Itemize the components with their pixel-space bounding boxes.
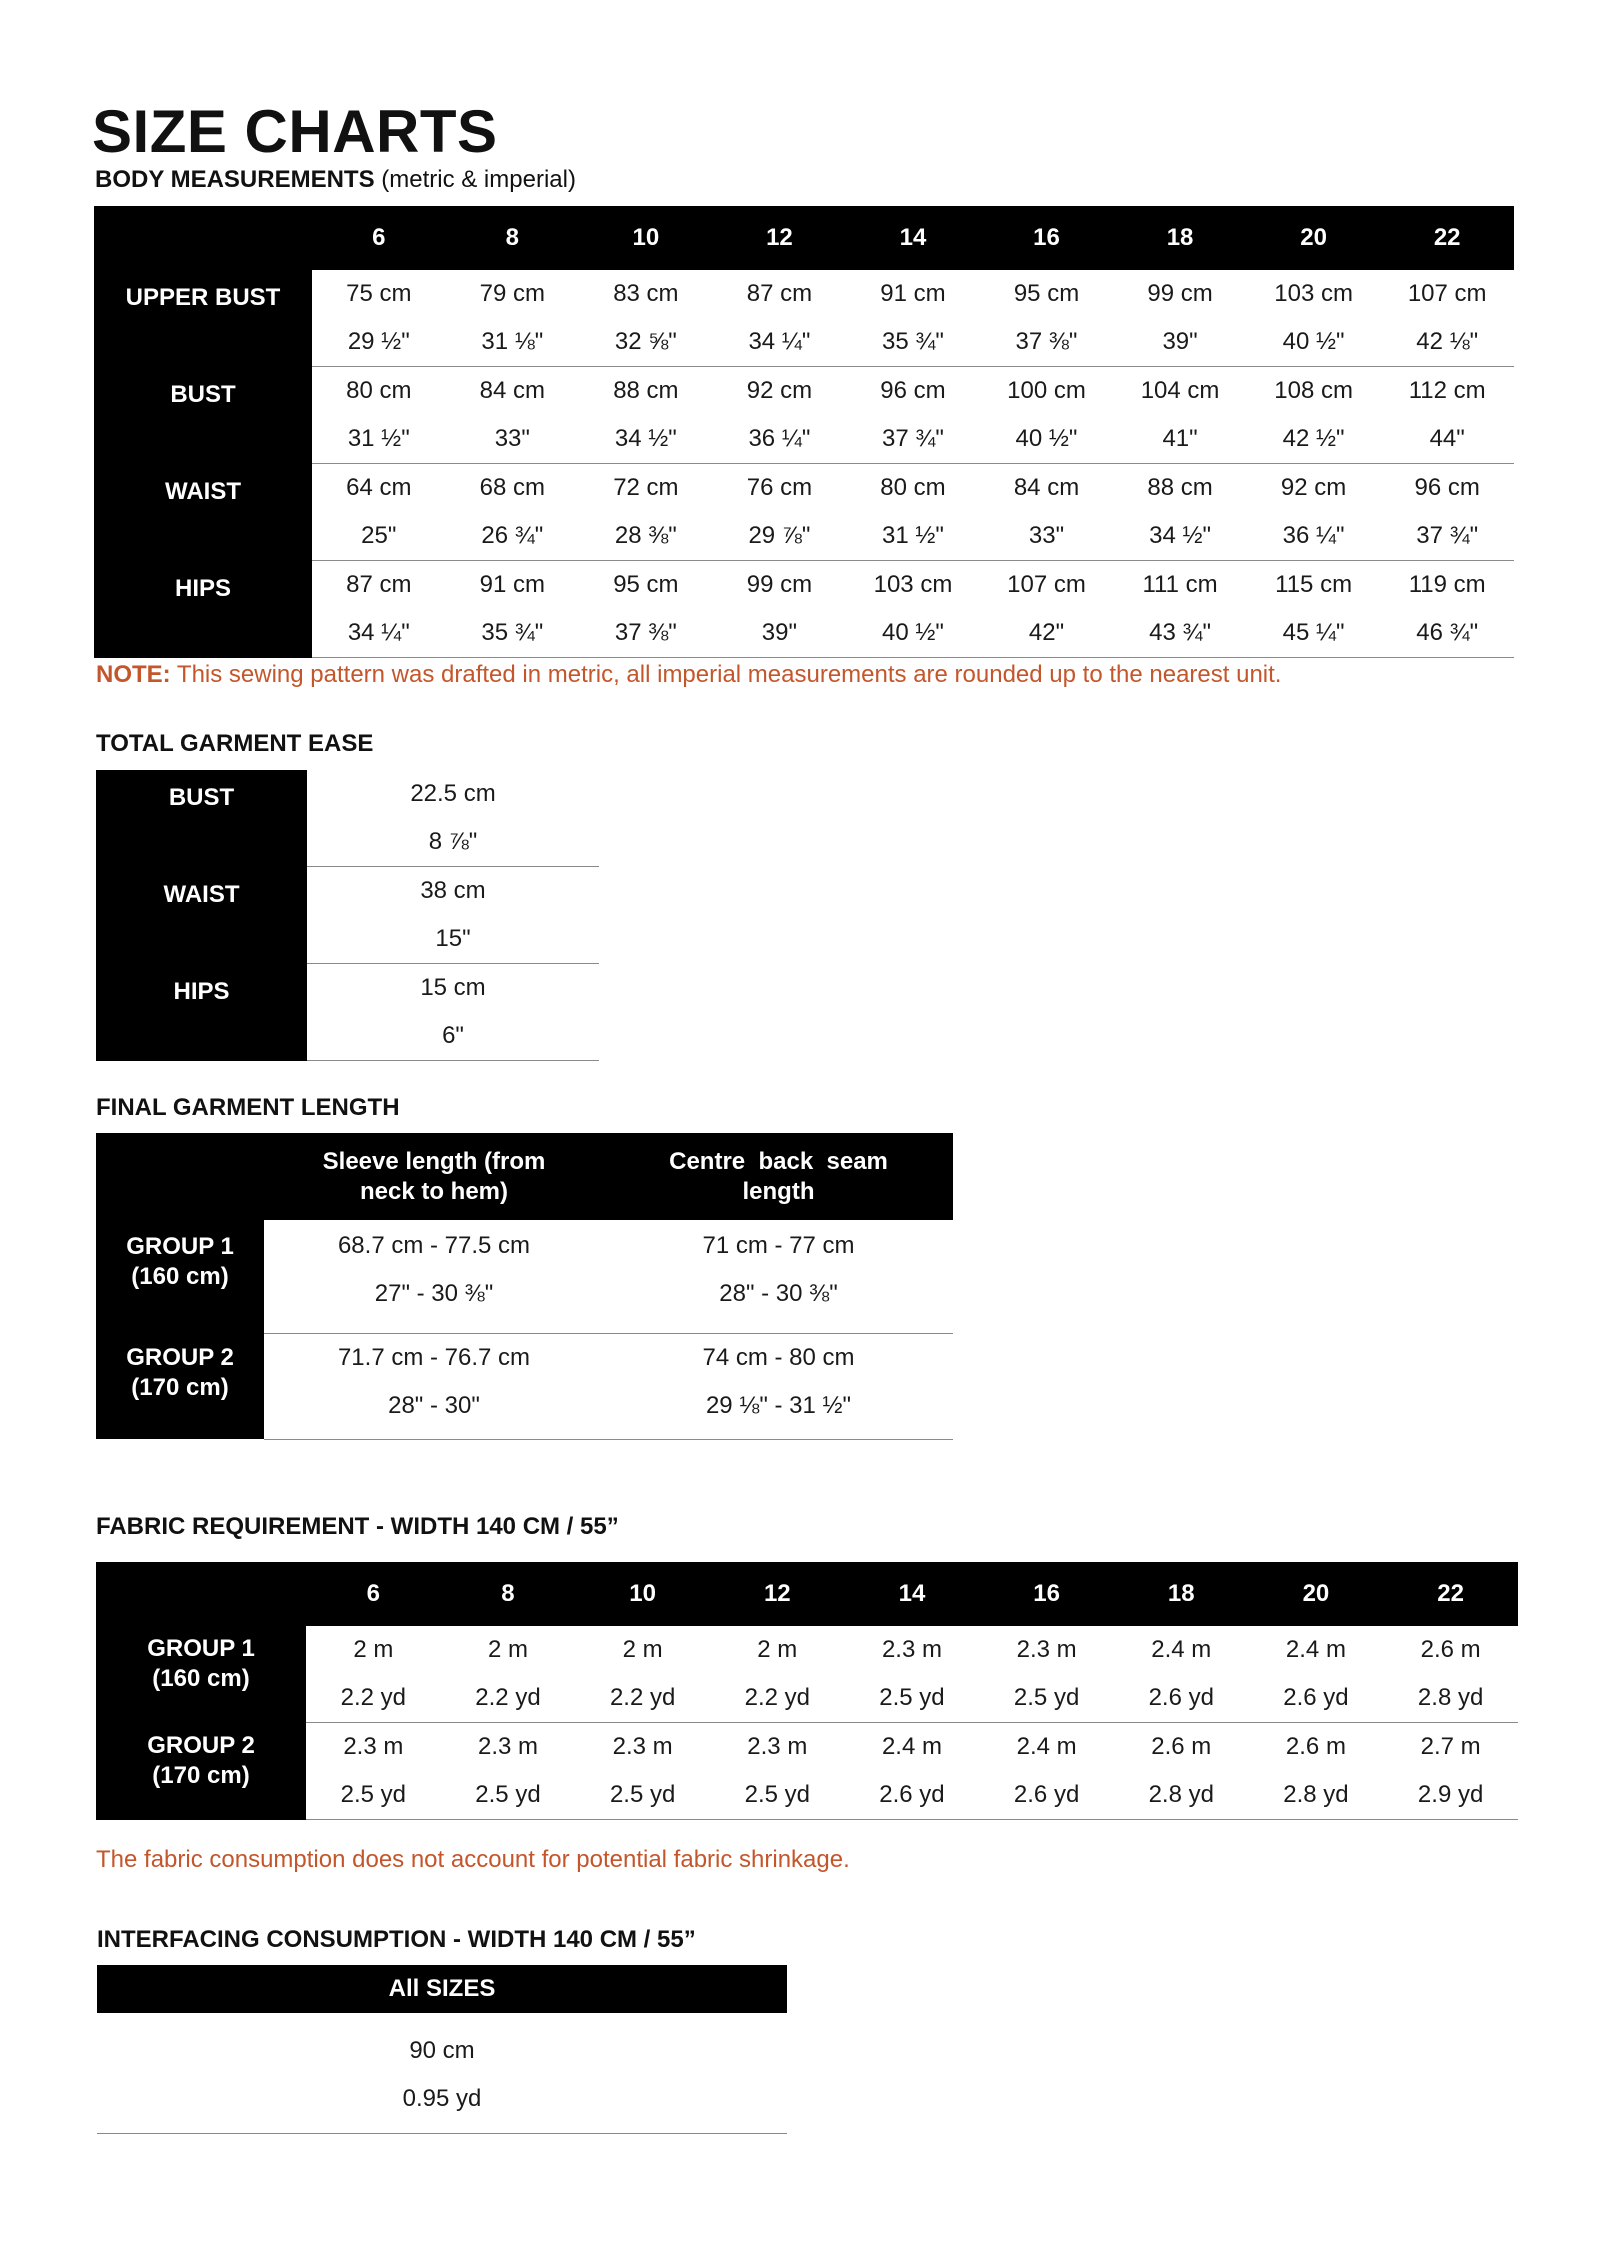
fabric-size-header: 16	[979, 1562, 1114, 1626]
imperial-value: 31 ⅛"	[481, 328, 544, 355]
fabric-cell	[1383, 1723, 1518, 1820]
imperial-value: 26 ¾"	[481, 522, 544, 549]
measurement-cell	[713, 270, 847, 367]
metric-value: 88 cm	[1147, 474, 1213, 501]
metric-value: 76 cm	[746, 474, 813, 501]
fabric-imperial: 2.6 yd	[1283, 1684, 1349, 1711]
fabric-metric: 2.3 m	[612, 1733, 673, 1760]
measurement-cell	[1380, 367, 1514, 464]
measurement-cell	[980, 367, 1114, 464]
length-imperial: 28" - 30 ⅜"	[719, 1280, 838, 1307]
measurement-cell	[579, 367, 713, 464]
back-seam-header-line1: Centre back seam	[669, 1147, 888, 1175]
metric-value: 84 cm	[1013, 474, 1080, 501]
imperial-value: 43 ¾"	[1149, 619, 1211, 646]
metric-value: 91 cm	[479, 571, 545, 598]
imperial-value: 34 ½"	[614, 425, 677, 452]
length-imperial: 28" - 30"	[388, 1391, 480, 1419]
group-height: (170 cm)	[152, 1761, 250, 1789]
ease-imperial: 8 ⅞"	[428, 828, 478, 855]
imperial-value: 46 ¾"	[1416, 619, 1479, 646]
measurement-cell	[312, 367, 446, 464]
fabric-metric: 2.4 m	[1016, 1733, 1077, 1760]
metric-value: 64 cm	[346, 474, 412, 501]
length-metric: 71.7 cm - 76.7 cm	[337, 1343, 531, 1371]
body-measurements-title: BODY MEASUREMENTS	[95, 166, 375, 193]
metric-value: 75 cm	[346, 280, 412, 307]
fabric-metric: 2.7 m	[1420, 1733, 1481, 1760]
fabric-metric: 2.3 m	[747, 1733, 808, 1760]
metric-value: 80 cm	[880, 474, 946, 501]
metric-value: 107 cm	[1007, 571, 1086, 598]
size-header: 10	[579, 206, 713, 270]
measurement-cell	[846, 464, 980, 561]
body-measurements-heading	[95, 165, 576, 195]
imperial-value: 37 ⅜"	[1015, 328, 1078, 355]
fabric-imperial: 2.5 yd	[744, 1781, 810, 1808]
imperial-value: 34 ¼"	[748, 328, 811, 355]
fabric-size-header: 10	[575, 1562, 710, 1626]
metric-value: 104 cm	[1140, 377, 1220, 404]
interfacing-header: All SIZES	[97, 1965, 787, 2013]
fabric-imperial: 2.6 yd	[1013, 1781, 1080, 1808]
fabric-metric: 2 m	[353, 1636, 394, 1663]
imperial-value: 42 ⅛"	[1416, 328, 1479, 355]
imperial-value: 37 ¾"	[1416, 522, 1479, 549]
ease-cell	[307, 770, 599, 867]
fabric-cell	[1249, 1723, 1384, 1820]
sleeve-length-header-line2: neck to hem)	[359, 1177, 509, 1205]
back-seam-header	[604, 1133, 953, 1220]
fabric-metric: 2.4 m	[1151, 1636, 1212, 1663]
measurement-cell	[446, 367, 580, 464]
fabric-cell	[710, 1626, 845, 1723]
fabric-imperial: 2.5 yd	[475, 1781, 541, 1808]
fabric-cell	[575, 1723, 710, 1820]
length-metric: 74 cm - 80 cm	[702, 1343, 855, 1371]
group-name: GROUP 1	[147, 1635, 255, 1662]
measurement-cell	[312, 270, 446, 367]
fabric-imperial: 2.2 yd	[744, 1684, 810, 1711]
measurement-cell	[1113, 561, 1247, 658]
fabric-metric: 2.3 m	[881, 1636, 942, 1663]
ease-label: BUST	[96, 770, 307, 867]
measurement-cell	[1380, 561, 1514, 658]
fabric-metric: 2 m	[622, 1636, 663, 1663]
fabric-metric: 2 m	[757, 1636, 798, 1663]
measurement-cell	[713, 367, 847, 464]
group-label	[96, 1626, 306, 1723]
fabric-size-header: 14	[845, 1562, 980, 1626]
measurement-label: WAIST	[94, 464, 312, 561]
imperial-value: 35 ¾"	[481, 619, 544, 646]
ease-cell	[307, 964, 599, 1061]
metric-value: 80 cm	[346, 377, 412, 404]
fabric-cell	[1383, 1626, 1518, 1723]
ease-cell	[307, 867, 599, 964]
interfacing-metric: 90 cm	[409, 2037, 475, 2064]
metric-value: 103 cm	[1274, 280, 1353, 307]
measurement-cell	[1113, 270, 1247, 367]
ease-metric: 38 cm	[420, 877, 486, 904]
metric-value: 99 cm	[1147, 280, 1213, 307]
garment-length-table	[96, 1133, 953, 1440]
fabric-cell	[441, 1626, 576, 1723]
metric-value: 111 cm	[1142, 571, 1218, 598]
imperial-value: 31 ½"	[882, 522, 944, 549]
fabric-size-header: 6	[306, 1562, 441, 1626]
metric-value: 119 cm	[1408, 571, 1486, 598]
fabric-cell	[306, 1723, 441, 1820]
metric-value: 68 cm	[479, 474, 545, 501]
length-cell	[604, 1333, 953, 1439]
sleeve-length-header-line1: Sleeve length (from	[322, 1147, 546, 1175]
size-header: 16	[980, 206, 1114, 270]
interfacing-table	[97, 1965, 787, 2134]
fabric-cell	[845, 1626, 980, 1723]
ease-metric: 22.5 cm	[410, 780, 496, 807]
fabric-cell	[710, 1723, 845, 1820]
fabric-cell	[441, 1723, 576, 1820]
interfacing-imperial: 0.95 yd	[402, 2085, 482, 2112]
imperial-value: 32 ⅝"	[614, 328, 677, 355]
metric-value: 96 cm	[880, 377, 946, 404]
fabric-size-header: 8	[441, 1562, 576, 1626]
fabric-imperial: 2.9 yd	[1417, 1781, 1484, 1808]
fabric-imperial: 2.6 yd	[1148, 1684, 1214, 1711]
metric-value: 108 cm	[1274, 377, 1353, 404]
fabric-requirement-table	[96, 1562, 1518, 1820]
fabric-imperial: 2.6 yd	[879, 1781, 945, 1808]
metric-value: 99 cm	[746, 571, 813, 598]
imperial-value: 36 ¼"	[748, 425, 811, 452]
group-name: GROUP 1	[126, 1233, 234, 1260]
fabric-metric: 2 m	[487, 1636, 528, 1663]
imperial-value: 42 ½"	[1282, 425, 1345, 452]
metric-value: 91 cm	[880, 280, 946, 307]
size-header: 14	[846, 206, 980, 270]
metric-value: 95 cm	[1013, 280, 1080, 307]
fabric-metric: 2.4 m	[881, 1733, 942, 1760]
measurement-cell	[312, 561, 446, 658]
measurement-cell	[1113, 464, 1247, 561]
garment-ease-table	[96, 770, 599, 1061]
imperial-value: 34 ½"	[1149, 522, 1211, 549]
imperial-value: 41"	[1162, 425, 1198, 452]
fabric-metric: 2.6 m	[1151, 1733, 1212, 1760]
fabric-corner-cell	[96, 1562, 306, 1626]
group-height: (160 cm)	[131, 1263, 229, 1290]
body-measurements-subtitle: (metric & imperial)	[381, 166, 576, 193]
fabric-imperial: 2.5 yd	[1013, 1684, 1080, 1711]
garment-ease-heading: TOTAL GARMENT EASE	[96, 730, 374, 757]
fabric-size-header: 20	[1249, 1562, 1384, 1626]
length-imperial: 27" - 30 ⅜"	[374, 1280, 494, 1307]
metric-value: 95 cm	[613, 571, 679, 598]
fabric-imperial: 2.8 yd	[1417, 1684, 1484, 1711]
metric-value: 87 cm	[746, 280, 813, 307]
imperial-value: 33"	[494, 425, 530, 452]
measurement-cell	[980, 464, 1114, 561]
body-measurements-table	[94, 206, 1514, 658]
length-metric: 71 cm - 77 cm	[702, 1232, 855, 1259]
note-text: This sewing pattern was drafted in metric, all imperial measurements are rounded up to the nearest unit.	[170, 661, 1282, 688]
measurement-cell	[579, 270, 713, 367]
imperial-value: 44"	[1429, 425, 1465, 452]
measurement-cell	[1380, 270, 1514, 367]
interfacing-value-cell	[97, 2013, 787, 2134]
sleeve-length-header	[264, 1133, 604, 1220]
measurement-cell	[846, 367, 980, 464]
measurement-label: HIPS	[94, 561, 312, 658]
imperial-value: 40 ½"	[1015, 425, 1078, 452]
metric-value: 84 cm	[479, 377, 545, 404]
group-name: GROUP 2	[147, 1731, 255, 1759]
size-header: 20	[1247, 206, 1381, 270]
back-seam-header-line2: length	[742, 1177, 815, 1205]
measurement-cell	[312, 464, 446, 561]
imperial-value: 35 ¾"	[882, 328, 944, 355]
metric-value: 87 cm	[346, 571, 412, 598]
metric-value: 88 cm	[613, 377, 679, 404]
ease-metric: 15 cm	[420, 974, 486, 1001]
measurement-cell	[1247, 367, 1381, 464]
imperial-value: 33"	[1028, 522, 1065, 549]
fabric-size-header: 12	[710, 1562, 845, 1626]
fabric-metric: 2.6 m	[1420, 1636, 1481, 1663]
imperial-value: 31 ½"	[347, 425, 410, 452]
fabric-metric: 2.6 m	[1285, 1733, 1346, 1760]
metric-value: 96 cm	[1414, 474, 1480, 501]
note-label: NOTE:	[96, 661, 171, 688]
imperial-value: 34 ¼"	[347, 619, 410, 646]
group-label	[96, 1333, 264, 1439]
imperial-value: 40 ½"	[882, 619, 944, 646]
measurement-cell	[1247, 464, 1381, 561]
length-cell	[264, 1220, 604, 1333]
imperial-value: 29 ½"	[347, 328, 410, 355]
measurement-cell	[579, 561, 713, 658]
group-name: GROUP 2	[126, 1344, 234, 1371]
metric-value: 103 cm	[873, 571, 953, 598]
imperial-value: 39"	[1162, 328, 1198, 355]
fabric-imperial: 2.2 yd	[609, 1684, 676, 1711]
fabric-metric: 2.3 m	[477, 1733, 538, 1760]
measurement-label: UPPER BUST	[94, 270, 312, 367]
metric-value: 92 cm	[746, 377, 813, 404]
measurement-cell	[713, 464, 847, 561]
measurement-cell	[713, 561, 847, 658]
fabric-imperial: 2.8 yd	[1283, 1781, 1349, 1808]
fabric-size-header: 18	[1114, 1562, 1249, 1626]
group-height: (170 cm)	[131, 1374, 229, 1401]
imperial-value: 39"	[761, 619, 798, 646]
imperial-value: 29 ⅞"	[748, 522, 811, 549]
ease-imperial: 15"	[435, 925, 471, 952]
measurement-cell	[446, 561, 580, 658]
imperial-value: 37 ⅜"	[614, 619, 677, 646]
fabric-cell	[306, 1626, 441, 1723]
fabric-size-header: 22	[1383, 1562, 1518, 1626]
length-cell	[604, 1220, 953, 1333]
imperial-value: 25"	[361, 522, 397, 549]
imperial-value: 37 ¾"	[882, 425, 944, 452]
fabric-metric: 2.4 m	[1285, 1636, 1346, 1663]
metric-value: 100 cm	[1007, 377, 1086, 404]
imperial-value: 28 ⅜"	[614, 522, 677, 549]
measurement-cell	[846, 561, 980, 658]
metric-value: 79 cm	[479, 280, 545, 307]
measurement-cell	[446, 270, 580, 367]
fabric-imperial: 2.2 yd	[475, 1684, 541, 1711]
fabric-cell	[575, 1626, 710, 1723]
page-title: SIZE CHARTS	[92, 98, 498, 165]
measurement-cell	[980, 561, 1114, 658]
fabric-cell	[979, 1723, 1114, 1820]
body-corner-cell	[94, 206, 312, 270]
metric-value: 92 cm	[1280, 474, 1347, 501]
measurement-cell	[446, 464, 580, 561]
size-header: 12	[713, 206, 847, 270]
size-header: 18	[1113, 206, 1247, 270]
metric-note	[96, 660, 1281, 690]
fabric-imperial: 2.8 yd	[1148, 1781, 1214, 1808]
fabric-cell	[1114, 1723, 1249, 1820]
size-header: 6	[312, 206, 446, 270]
fabric-cell	[1249, 1626, 1384, 1723]
imperial-value: 40 ½"	[1282, 328, 1345, 355]
size-header: 8	[446, 206, 580, 270]
fabric-metric: 2.3 m	[343, 1733, 404, 1760]
metric-value: 107 cm	[1407, 280, 1487, 307]
fabric-imperial: 2.5 yd	[609, 1781, 676, 1808]
fabric-requirement-heading: FABRIC REQUIREMENT - WIDTH 140 CM / 55”	[96, 1513, 619, 1540]
length-corner-cell	[96, 1133, 264, 1220]
fabric-cell	[845, 1723, 980, 1820]
size-header: 22	[1380, 206, 1514, 270]
measurement-label: BUST	[94, 367, 312, 464]
measurement-cell	[1247, 561, 1381, 658]
fabric-imperial: 2.5 yd	[879, 1684, 945, 1711]
imperial-value: 36 ¼"	[1282, 522, 1345, 549]
measurement-cell	[1380, 464, 1514, 561]
garment-length-heading: FINAL GARMENT LENGTH	[96, 1094, 400, 1121]
fabric-imperial: 2.2 yd	[340, 1684, 407, 1711]
measurement-cell	[846, 270, 980, 367]
ease-imperial: 6"	[442, 1022, 464, 1049]
interfacing-heading: INTERFACING CONSUMPTION - WIDTH 140 CM / 55”	[97, 1926, 696, 1953]
fabric-cell	[1114, 1626, 1249, 1723]
group-height: (160 cm)	[152, 1665, 250, 1692]
ease-label: HIPS	[96, 964, 307, 1061]
metric-value: 112 cm	[1408, 377, 1486, 404]
metric-value: 72 cm	[613, 474, 679, 501]
imperial-value: 45 ¼"	[1282, 619, 1345, 646]
metric-value: 83 cm	[613, 280, 679, 307]
group-label	[96, 1220, 264, 1333]
ease-label: WAIST	[96, 867, 307, 964]
group-label	[96, 1723, 306, 1820]
shrinkage-note: The fabric consumption does not account for potential fabric shrinkage.	[96, 1846, 850, 1873]
measurement-cell	[1247, 270, 1381, 367]
metric-value: 115 cm	[1275, 571, 1353, 598]
measurement-cell	[1113, 367, 1247, 464]
fabric-imperial: 2.5 yd	[340, 1781, 407, 1808]
measurement-cell	[579, 464, 713, 561]
imperial-value: 42"	[1028, 619, 1065, 646]
measurement-cell	[980, 270, 1114, 367]
fabric-cell	[979, 1626, 1114, 1723]
length-cell	[264, 1333, 604, 1439]
length-metric: 68.7 cm - 77.5 cm	[337, 1232, 531, 1259]
length-imperial: 29 ⅛" - 31 ½"	[705, 1391, 852, 1419]
fabric-metric: 2.3 m	[1016, 1636, 1077, 1663]
